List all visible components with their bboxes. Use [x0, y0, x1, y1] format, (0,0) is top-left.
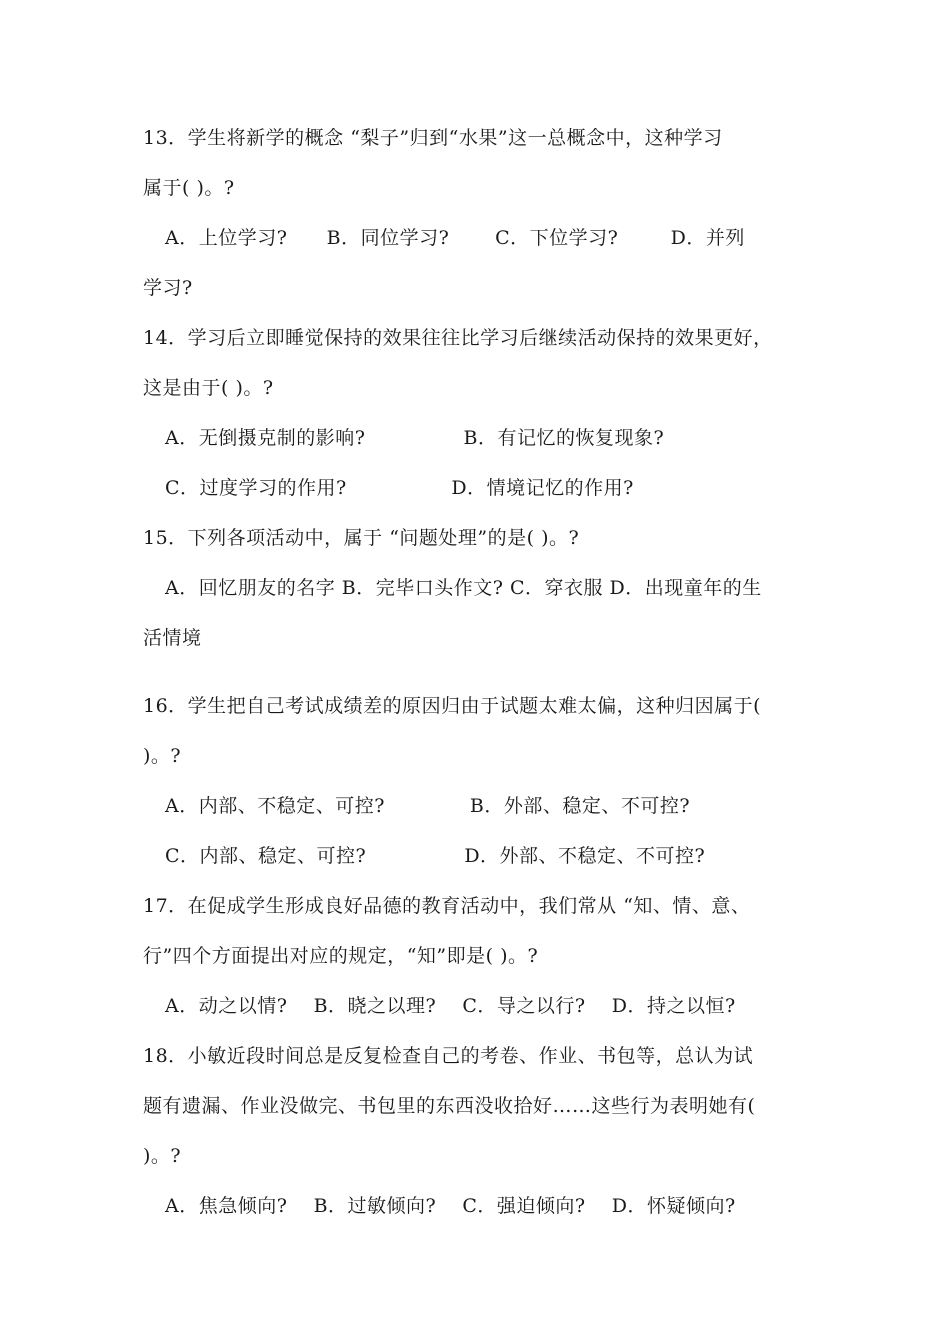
question-13-line-2: 属于( )。?	[143, 177, 235, 199]
question-15-options: A．回忆朋友的名字 B．完毕口头作文? C．穿衣服 D．出现童年的生	[165, 577, 762, 599]
question-13-options-cont: 学习?	[143, 277, 193, 299]
question-18-line-2: 题有遗漏、作业没做完、书包里的东西没收拾好……这些行为表明她有(	[143, 1095, 756, 1117]
question-18-line-1: 18．小敏近段时间总是反复检查自己的考卷、作业、书包等，总认为试	[143, 1045, 754, 1067]
question-17-options: A．动之以情? B．晓之以理? C．导之以行? D．持之以恒?	[165, 995, 736, 1017]
question-16-line-1: 16．学生把自己考试成绩差的原因归由于试题太难太偏，这种归因属于(	[143, 695, 762, 717]
question-17-line-2: 行”四个方面提出对应的规定，“知”即是( )。?	[143, 945, 539, 967]
question-14-line-2: 这是由于( )。?	[143, 377, 274, 399]
question-17-line-1: 17．在促成学生形成良好品德的教育活动中，我们常从 “知、情、意、	[143, 895, 751, 917]
question-13-line-1: 13．学生将新学的概念 “梨子”归到“水果”这一总概念中，这种学习	[143, 127, 723, 149]
question-18-options: A．焦急倾向? B．过敏倾向? C．强迫倾向? D．怀疑倾向?	[165, 1195, 736, 1217]
question-14-options-1: A．无倒摄克制的影响? B．有记忆的恢复现象?	[165, 427, 665, 449]
question-14-options-2: C．过度学习的作用? D．情境记忆的作用?	[165, 477, 634, 499]
question-16-options-2: C．内部、稳定、可控? D．外部、不稳定、不可控?	[165, 845, 706, 867]
question-16-line-2: )。?	[143, 745, 182, 767]
question-18-line-3: )。?	[143, 1145, 182, 1167]
question-15-line-1: 15．下列各项活动中，属于 “问题处理”的是( )。?	[143, 527, 580, 549]
question-14-line-1: 14．学习后立即睡觉保持的效果往往比学习后继续活动保持的效果更好，	[143, 327, 773, 349]
question-13-options: A．上位学习? B．同位学习? C．下位学习? D．并列	[165, 227, 745, 249]
question-16-options-1: A．内部、不稳定、可控? B．外部、稳定、不可控?	[165, 795, 691, 817]
question-15-options-cont: 活情境	[143, 627, 202, 649]
